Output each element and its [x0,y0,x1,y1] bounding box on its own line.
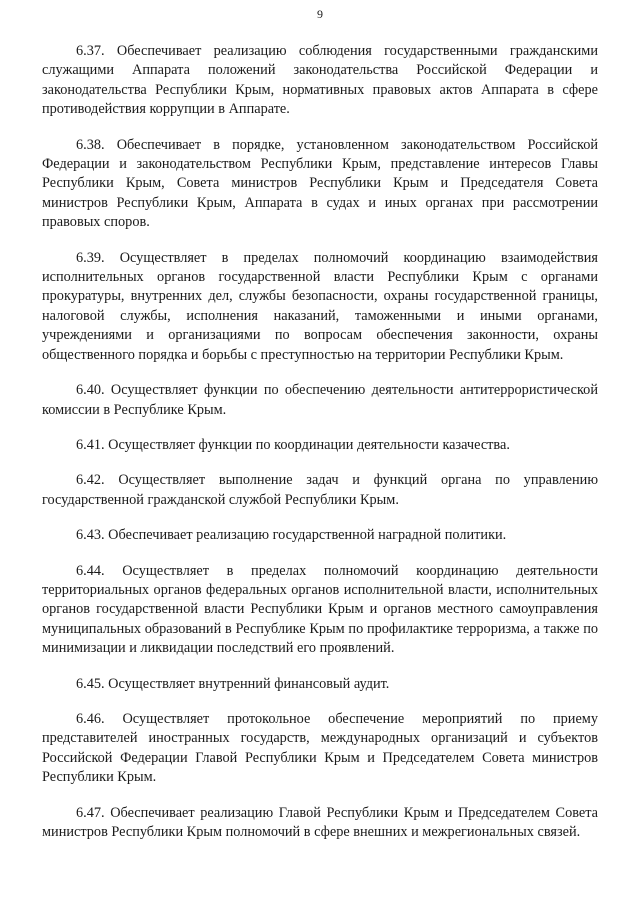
paragraph-6-43: 6.43. Обеспечивает реализацию государственной наградной политики. [76,527,507,544]
paragraph-6-44: 6.44. Осуществляет в пределах полномочий координацию деятельности территориальных органов федеральных органов исполнительной власти, исполнительных органов государственной власти Республики Крым и органов местного самоуправления муниципальных образований в Республике Крым по профилактике терроризма, а также по минимизации и ликвидации последствий его проявлений. [42,562,598,657]
paragraph-6-37: 6.37. Обеспечивает реализацию соблюдения государственными гражданскими служащими Аппарата положений законодательства Российской Федерации и законодательства Республики Крым, нормативных правовых актов Аппарата в сфере противодействия коррупции в Аппарате. [42,43,598,118]
paragraph-6-47: 6.47. Обеспечивает реализацию Главой Республики Крым и Председателем Совета министров Республики Крым полномочий в сфере внешних и межрегиональных связей. [42,804,598,840]
paragraph-6-40: 6.40. Осуществляет функции по обеспечению деятельности антитеррористической комиссии в Республике Крым. [42,382,598,418]
paragraph-6-45: 6.45. Осуществляет внутренний финансовый аудит. [76,675,390,692]
paragraph-6-39: 6.39. Осуществляет в пределах полномочий координацию взаимодействия исполнительных органов государственной власти Республики Крым с органами прокуратуры, внутренних дел, службы безопасности, охраны государственной границы, налоговой службы, исполнения наказаний, таможенными и иными органами, учреждениями и организациями по вопросам обеспечения законности, охраны общественного порядка и борьбы с преступностью на территории Республики Крым. [42,249,598,363]
page-number: 9 [317,7,323,21]
paragraph-6-42: 6.42. Осуществляет выполнение задач и функций органа по управлению государственной гражданской службой Республики Крым. [42,472,598,508]
paragraph-6-38: 6.38. Обеспечивает в порядке, установленном законодательством Российской Федерации и законодательством Республики Крым, представление интересов Главы Республики Крым, Совета министров Республики Крым и Председателя Совета министров Республики Крым, Аппарата в судах и иных органах при рассмотрении правовых споров. [42,136,598,231]
paragraph-6-41: 6.41. Осуществляет функции по координации деятельности казачества. [76,436,510,453]
document-body [42,42,598,858]
paragraph-6-46: 6.46. Осуществляет протокольное обеспечение мероприятий по приему представителей иностранных государств, международных организаций и субъектов Российской Федерации Главой Республики Крым и Председателем Совета министров Республики Крым. [42,710,598,786]
